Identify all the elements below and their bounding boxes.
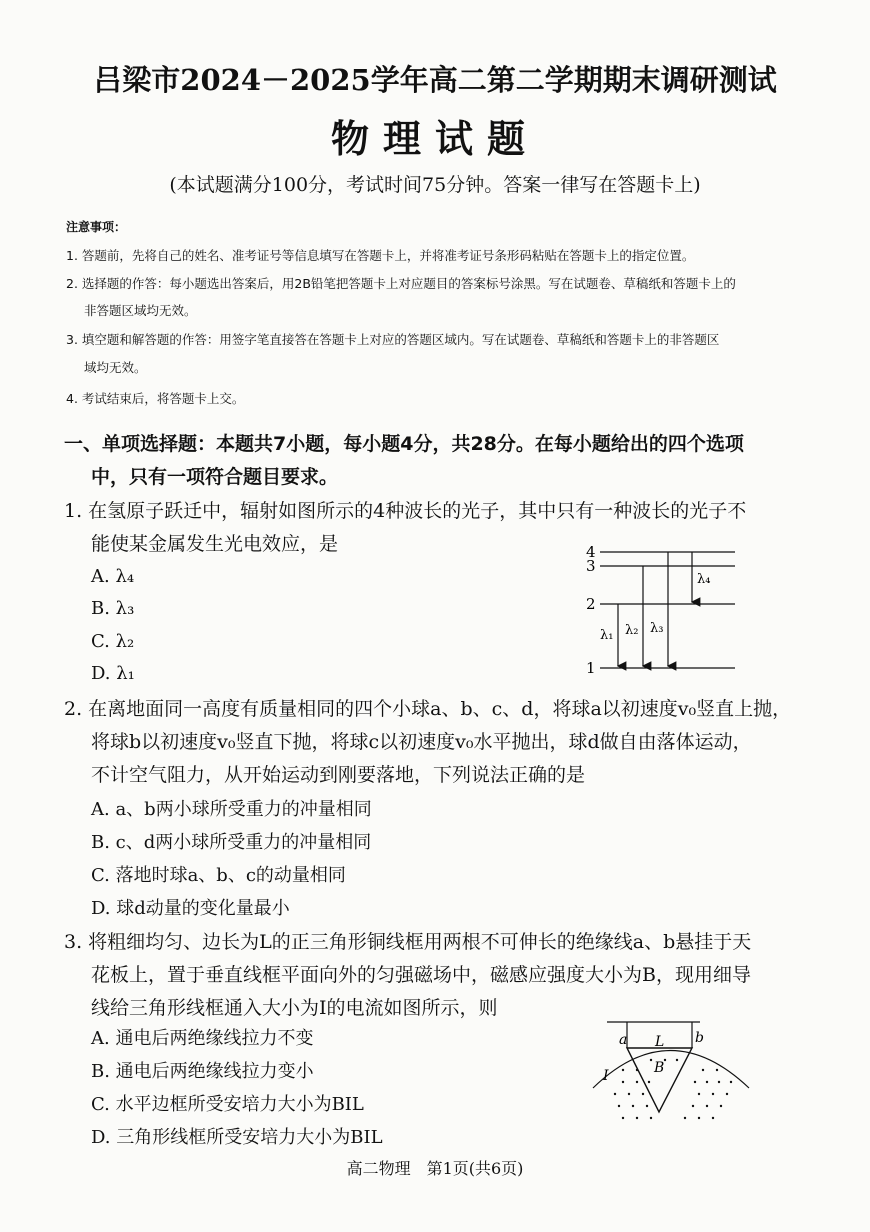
magnetic-field-dots xyxy=(614,1059,732,1119)
wavelength-label-4: λ₄ xyxy=(697,572,711,587)
notice-item: 非答题区域均无效。 xyxy=(84,303,197,318)
level-label-4: 4 xyxy=(586,543,596,561)
question-text: 3. 将粗细均匀、边长为L的正三角形铜线框用两根不可伸长的绝缘线a、b悬挂于天 xyxy=(64,931,752,953)
level-label-3: 3 xyxy=(586,557,596,575)
label-b-field: B xyxy=(654,1060,665,1076)
field-boundary-arc xyxy=(593,1051,749,1089)
label-a: a xyxy=(619,1032,628,1048)
energy-level-diagram xyxy=(580,540,750,680)
wavelength-label-1: λ₁ xyxy=(600,628,614,643)
triangle-frame-diagram xyxy=(585,1018,755,1126)
notice-item: 1. 答题前，先将自己的姓名、准考证号等信息填写在答题卡上，并将准考证号条形码粘贴在答题卡上的指定位置。 xyxy=(66,248,695,263)
question-text: 1. 在氢原子跃迁中，辐射如图所示的4种波长的光子，其中只有一种波长的光子不 xyxy=(64,500,747,522)
option-a: A. λ₄ xyxy=(91,566,135,587)
question-text: 将球b以初速度v₀竖直下抛，将球c以初速度v₀水平抛出，球d做自由落体运动， xyxy=(91,731,752,753)
question-2 xyxy=(64,693,824,792)
level-label-1: 1 xyxy=(586,659,596,677)
question-text: 花板上，置于垂直线框平面向外的匀强磁场中，磁感应强度大小为B，现用细导 xyxy=(91,964,751,986)
option-b: B. 通电后两绝缘线拉力变小 xyxy=(91,1061,314,1082)
option-c: C. λ₂ xyxy=(91,631,135,652)
option-d: D. 三角形线框所受安培力大小为BIL xyxy=(91,1127,383,1148)
question-text: 2. 在离地面同一高度有质量相同的四个小球a、b、c、d，将球a以初速度v₀竖直上抛， xyxy=(64,698,792,720)
exam-info: (本试题满分100分，考试时间75分钟。答案一律写在答题卡上) xyxy=(169,174,701,196)
level-label-2: 2 xyxy=(586,595,596,613)
notice-item: 域均无效。 xyxy=(84,360,147,375)
option-a: A. 通电后两绝缘线拉力不变 xyxy=(91,1028,314,1049)
option-c: C. 落地时球a、b、c的动量相同 xyxy=(91,865,346,886)
page-footer: 高二物理 第1页(共6页) xyxy=(346,1159,524,1178)
exam-subject: 物理试题 xyxy=(330,116,539,161)
option-b: B. c、d两小球所受重力的冲量相同 xyxy=(91,832,372,853)
option-d: D. λ₁ xyxy=(91,663,135,684)
wavelength-label-3: λ₃ xyxy=(650,621,664,636)
question-text: 能使某金属发生光电效应，是 xyxy=(91,533,339,555)
label-l: L xyxy=(655,1034,665,1050)
section-line: 中，只有一项符合题目要求。 xyxy=(91,466,339,488)
wavelength-label-2: λ₂ xyxy=(625,623,639,638)
notice-item: 3. 填空题和解答题的作答：用签字笔直接答在答题卡上对应的答题区域内。写在试题卷、草稿纸和答题卡上的非答题区 xyxy=(66,332,720,347)
option-c: C. 水平边框所受安培力大小为BIL xyxy=(91,1094,364,1115)
notice-item: 4. 考试结束后，将答题卡上交。 xyxy=(66,391,245,406)
label-current: I xyxy=(603,1068,609,1084)
notice-title: 注意事项： xyxy=(66,220,127,234)
section-heading xyxy=(64,428,824,494)
option-b: B. λ₃ xyxy=(91,598,135,619)
exam-title: 吕梁市2024－2025学年高二第二学期期末调研测试 xyxy=(93,63,777,97)
option-d: D. 球d动量的变化量最小 xyxy=(91,898,290,919)
section-line: 一、单项选择题：本题共7小题，每小题4分，共28分。在每小题给出的四个选项 xyxy=(64,433,744,455)
question-3 xyxy=(64,926,824,1025)
label-b: b xyxy=(695,1030,704,1046)
question-text: 不计空气阻力，从开始运动到刚要落地，下列说法正确的是 xyxy=(91,764,586,786)
question-text: 线给三角形线框通入大小为I的电流如图所示，则 xyxy=(91,997,498,1019)
option-a: A. a、b两小球所受重力的冲量相同 xyxy=(91,799,372,820)
notice-item: 2. 选择题的作答：每小题选出答案后，用2B铅笔把答题卡上对应题目的答案标号涂黑。写在试题卷、草稿纸和答题卡上的 xyxy=(66,276,736,291)
